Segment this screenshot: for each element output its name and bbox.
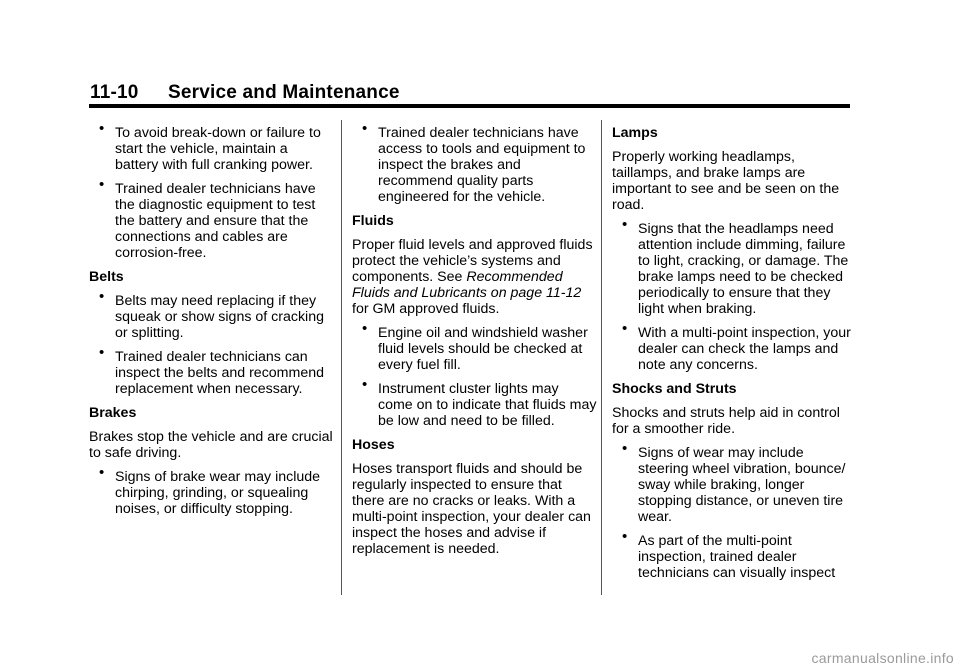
section-heading-brakes: Brakes	[89, 405, 137, 421]
list-item	[352, 376, 597, 429]
section-heading-lamps: Lamps	[612, 125, 658, 141]
bullet-icon: •	[99, 176, 105, 193]
hoses-paragraph: Hoses transport fluids and should be regularly inspected to ensure that there are no cracks or leaks. With a multi-point inspection, your dealer can inspect the hoses and advise if replacement is needed.	[352, 461, 591, 557]
section-title: Service and Maintenance	[168, 82, 400, 103]
list-item-text: Engine oil and windshield washer fluid levels should be checked at every fuel fill.	[378, 325, 588, 373]
list-item	[612, 216, 857, 317]
list-item	[89, 120, 334, 173]
list-item-text: Belts may need replacing if they squeak or show signs of cracking or splitting.	[115, 293, 324, 341]
lamps-paragraph: Properly working headlamps, taillamps, and brake lamps are important to see and be seen on the road.	[612, 149, 840, 213]
list-item-text: With a multi-point inspection, your dealer can check the lamps and note any concerns.	[638, 325, 851, 373]
section-heading-hoses: Hoses	[352, 437, 395, 453]
list-item-text: Signs of wear may include steering wheel vibration, bounce/ sway while braking, longer stopping distance, or uneven tire wear.	[638, 445, 846, 525]
column-divider	[341, 120, 342, 595]
header-rule	[89, 104, 850, 108]
column-divider	[601, 120, 602, 595]
bullet-icon: •	[362, 320, 368, 337]
bullet-icon: •	[362, 120, 368, 137]
cross-reference-link[interactable]: Recommended Fluids and Lubricants on page 11-12	[352, 269, 582, 301]
list-item	[612, 528, 857, 581]
list-item-text: Trained dealer technicians have the diagnostic equipment to test the battery and ensure that the connections and cables are corrosion-free.	[115, 181, 316, 261]
bullet-icon: •	[99, 344, 105, 361]
column-1	[89, 120, 334, 525]
list-item-text: As part of the multi-point inspection, trained dealer technicians can visually inspect	[638, 533, 836, 581]
list-item	[89, 344, 334, 397]
watermark: carmanualsonline.info	[811, 650, 954, 666]
brakes-paragraph: Brakes stop the vehicle and are crucial to safe driving.	[89, 429, 333, 461]
list-item	[352, 320, 597, 373]
fluids-paragraph	[352, 237, 597, 317]
list-item	[612, 440, 857, 525]
list-item-text: Trained dealer technicians can inspect the belts and recommend replacement when necessary.	[115, 349, 324, 397]
bullet-icon: •	[99, 120, 105, 137]
bullet-icon: •	[622, 528, 628, 545]
bullet-icon: •	[99, 288, 105, 305]
section-heading-shocks: Shocks and Struts	[612, 381, 737, 397]
bullet-icon: •	[99, 464, 105, 481]
column-3	[612, 125, 857, 589]
list-item-text: Signs of brake wear may include chirping, grinding, or squealing noises, or difficulty stopping.	[115, 469, 321, 517]
shocks-paragraph: Shocks and struts help aid in control for a smoother ride.	[612, 405, 840, 437]
list-item	[89, 176, 334, 261]
list-item	[89, 464, 334, 517]
section-heading-fluids: Fluids	[352, 213, 394, 229]
list-item-text: Instrument cluster lights may come on to indicate that fluids may be low and need to be filled.	[378, 381, 597, 429]
bullet-icon: •	[362, 376, 368, 393]
section-heading-belts: Belts	[89, 269, 124, 285]
bullet-icon: •	[622, 320, 628, 337]
list-item-text: Signs that the headlamps need attention include dimming, failure to light, cracking, or damage. The brake lamps need to be checked periodically to ensure that they light when braking.	[638, 221, 849, 317]
bullet-icon: •	[622, 440, 628, 457]
list-item	[352, 120, 597, 205]
fluids-text-end: for GM approved fluids.	[352, 301, 500, 317]
fluids-text: Proper fluid levels and approved fluids protect the vehicle’s systems and components. See	[352, 237, 593, 285]
column-2	[352, 120, 597, 565]
list-item	[612, 320, 857, 373]
page-number: 11-10	[90, 82, 139, 103]
list-item-text: To avoid break-down or failure to start the vehicle, maintain a battery with full cranking power.	[115, 125, 321, 173]
page-header	[90, 82, 400, 104]
list-item	[89, 288, 334, 341]
list-item-text: Trained dealer technicians have access to tools and equipment to inspect the brakes and recommend quality parts engineered for the vehicle.	[378, 125, 586, 205]
bullet-icon: •	[622, 216, 628, 233]
